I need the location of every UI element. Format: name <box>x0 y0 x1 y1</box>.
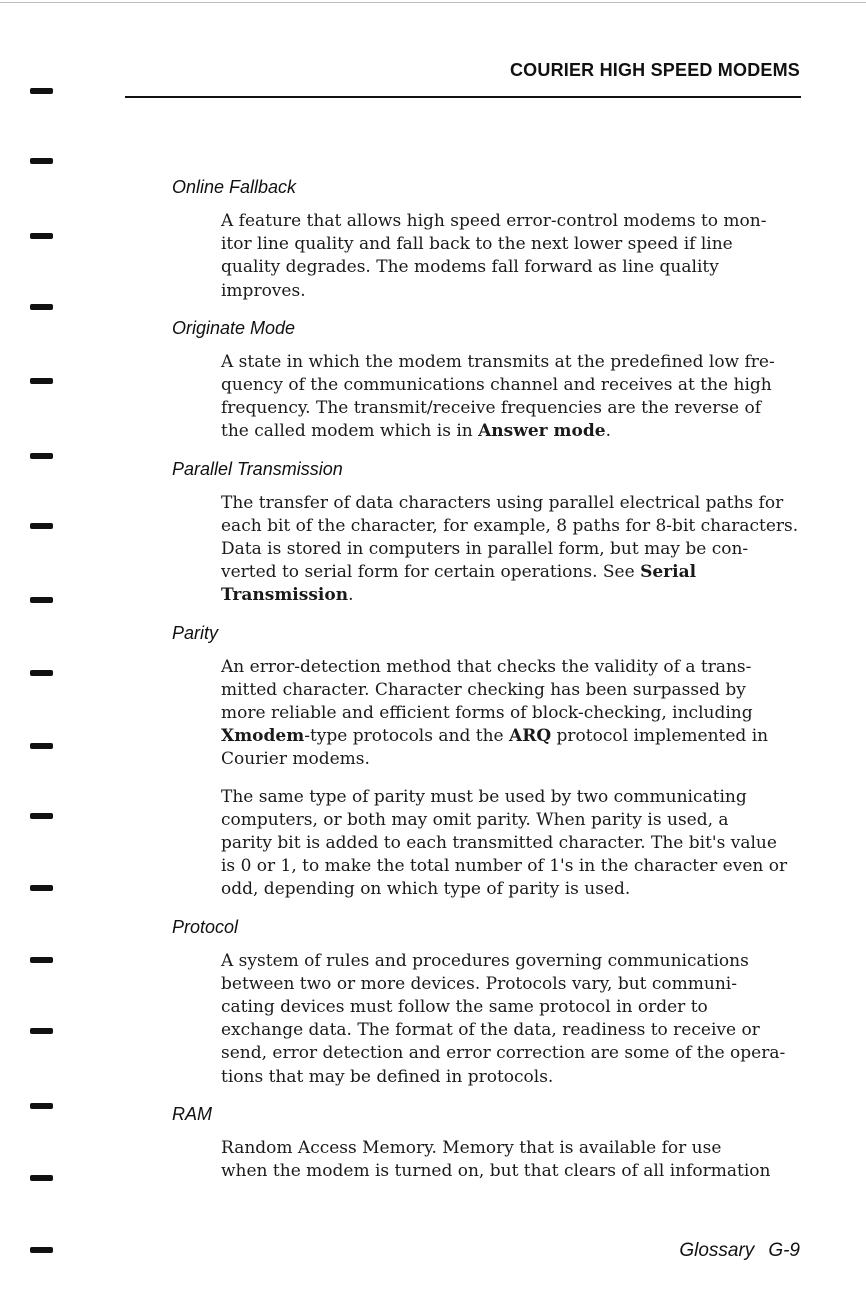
binding-mark <box>30 597 53 603</box>
glossary-entry-originate-mode <box>172 317 802 444</box>
glossary-entry-online-fallback <box>172 176 802 303</box>
definition-line: Data is stored in computers in parallel form, but may be con- <box>221 539 749 560</box>
page-number: G-9 <box>768 1240 800 1261</box>
term-heading: Protocol <box>172 916 239 937</box>
term-heading: RAM <box>172 1103 212 1124</box>
definition-paragraph <box>221 351 802 444</box>
definition-line: more reliable and efficient forms of block-checking, including <box>221 703 753 724</box>
definition-line: parity bit is added to each transmitted character. The bit's value <box>221 833 777 854</box>
definition-line: A state in which the modem transmits at the predefined low fre- <box>221 351 775 372</box>
definition-paragraph <box>221 1137 802 1183</box>
running-header: COURIER HIGH SPEED MODEMS <box>509 60 800 80</box>
binding-mark <box>30 1103 53 1109</box>
binding-mark <box>30 1175 53 1181</box>
definition-line: send, error detection and error correction are some of the opera- <box>221 1043 786 1064</box>
glossary-entry-protocol <box>172 916 802 1089</box>
definition-paragraph <box>221 950 802 1089</box>
definition-line: when the modem is turned on, but that clears of all information <box>221 1161 771 1182</box>
binding-mark <box>30 1247 53 1253</box>
binding-mark <box>30 523 53 529</box>
binding-mark <box>30 885 53 891</box>
definition-line: each bit of the character, for example, 8 paths for 8-bit characters. <box>221 515 799 536</box>
definition-line: frequency. The transmit/receive frequencies are the reverse of <box>221 398 762 419</box>
glossary-entry-parity <box>172 622 802 902</box>
definition-line: -type protocols and the <box>304 726 509 747</box>
definition-line: itor line quality and fall back to the next lower speed if line <box>221 234 733 255</box>
definition-punctuation: . <box>348 585 354 606</box>
top-edge-rule <box>0 2 866 3</box>
definition-line: quality degrades. The modems fall forward as line quality <box>221 257 719 278</box>
binding-mark <box>30 378 53 384</box>
definition-line: is 0 or 1, to make the total number of 1's in the character even or <box>221 856 788 877</box>
definition-line: A feature that allows high speed error-control modems to mon- <box>221 211 767 231</box>
term-heading: Parity <box>172 622 219 643</box>
binding-mark <box>30 304 53 310</box>
binding-marks <box>0 0 60 1299</box>
definition-paragraph <box>221 786 802 902</box>
definition-line: improves. <box>221 280 306 301</box>
definition-line: the called modem which is in <box>221 421 479 442</box>
definition-line: The same type of parity must be used by two communicating <box>221 786 747 807</box>
glossary-entry-parallel-transmission <box>172 458 802 608</box>
cross-reference-answer-mode: Answer mode <box>478 421 606 442</box>
definition-paragraph <box>221 210 802 303</box>
definition-line: Courier modems. <box>221 749 370 770</box>
binding-mark <box>30 88 53 94</box>
glossary-entry-ram <box>172 1103 802 1183</box>
definition-line: Random Access Memory. Memory that is available for use <box>221 1137 722 1158</box>
definition-line: computers, or both may omit parity. When parity is used, a <box>221 809 729 830</box>
definition-line: quency of the communications channel and receives at the high <box>221 375 772 396</box>
definition-line: verted to serial form for certain operations. See <box>221 562 641 583</box>
binding-mark <box>30 957 53 963</box>
header-rule <box>125 96 801 98</box>
definition-line: An error-detection method that checks the validity of a trans- <box>221 656 752 677</box>
term-heading: Originate Mode <box>172 317 296 338</box>
definition-line: between two or more devices. Protocols vary, but communi- <box>221 973 737 994</box>
definition-line: tions that may be defined in protocols. <box>221 1066 554 1087</box>
binding-mark <box>30 158 53 164</box>
definition-line: mitted character. Character checking has been surpassed by <box>221 679 746 700</box>
page-footer <box>500 1240 800 1262</box>
binding-mark <box>30 813 53 819</box>
footer-section: Glossary <box>679 1240 755 1261</box>
glossary-content <box>172 176 802 1197</box>
definition-line: The transfer of data characters using parallel electrical paths for <box>221 492 784 513</box>
definition-paragraph <box>221 492 802 608</box>
binding-mark <box>30 743 53 749</box>
binding-mark <box>30 233 53 239</box>
cross-reference-transmission: Transmission <box>221 585 349 606</box>
definition-line: protocol implemented in <box>551 726 769 747</box>
definition-line: exchange data. The format of the data, readiness to receive or <box>221 1020 760 1041</box>
definition-line: odd, depending on which type of parity is used. <box>221 879 631 900</box>
cross-reference-serial: Serial <box>640 562 697 583</box>
cross-reference-xmodem: Xmodem <box>221 726 305 747</box>
cross-reference-arq: ARQ <box>509 726 552 747</box>
definition-line: cating devices must follow the same protocol in order to <box>221 997 708 1018</box>
definition-paragraph <box>221 656 802 772</box>
term-heading: Online Fallback <box>172 177 297 197</box>
binding-mark <box>30 670 53 676</box>
term-heading: Parallel Transmission <box>172 458 343 479</box>
definition-line: A system of rules and procedures governing communications <box>221 950 749 971</box>
binding-mark <box>30 1028 53 1034</box>
definition-punctuation: . <box>605 421 611 442</box>
binding-mark <box>30 453 53 459</box>
